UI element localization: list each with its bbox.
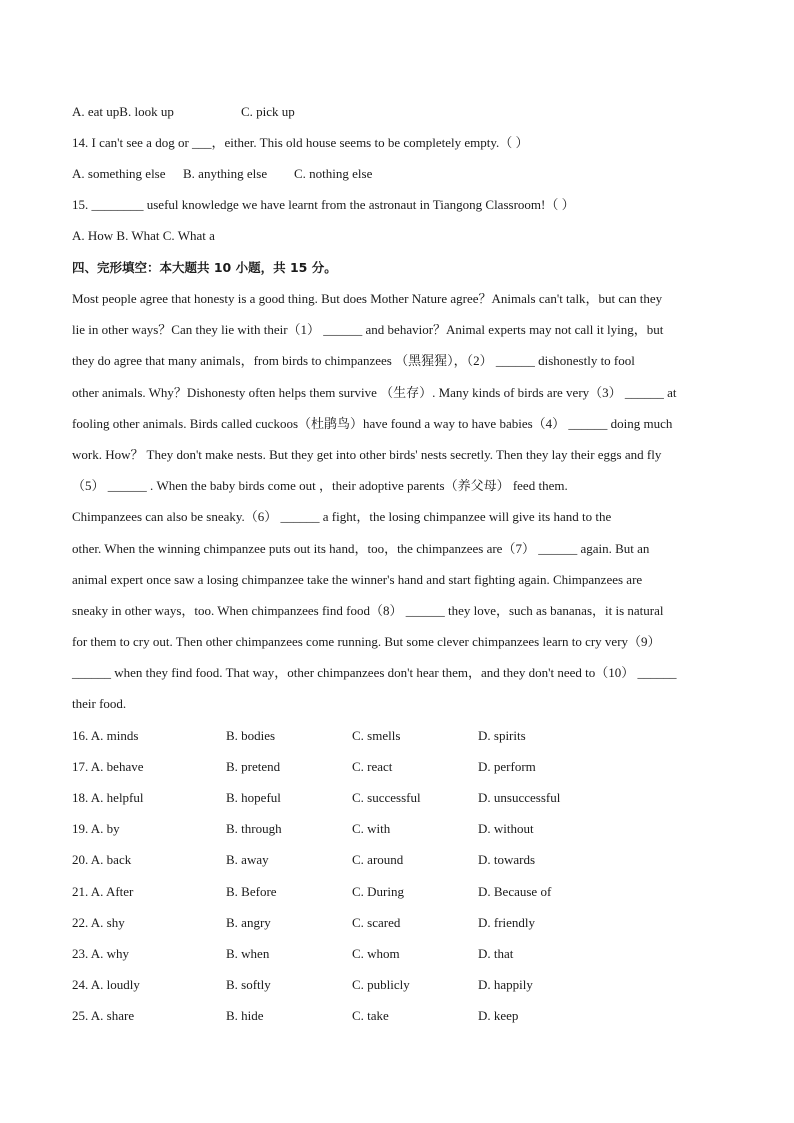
option-b: B. hopeful xyxy=(226,790,281,806)
question-number-option-a: 24. A. loudly xyxy=(72,976,140,992)
passage-line: other. When the winning chimpanzee puts out its hand，too，the chimpanzees are（7） ______ again. But an xyxy=(72,540,650,556)
question-number-option-a: 16. A. minds xyxy=(72,728,139,743)
option-d: D. keep xyxy=(478,1007,519,1023)
question-number-option-a: 17. A. behave xyxy=(72,759,144,775)
question-row xyxy=(72,758,722,776)
q14-option-a: A. something else xyxy=(72,166,166,181)
option-c: C. react xyxy=(352,759,393,775)
question-number-option-a: 20. A. back xyxy=(72,852,132,868)
question-number-option-a: 22. A. shy xyxy=(72,914,125,930)
question-number-option-a: 21. A. After xyxy=(72,883,134,899)
option-b: B. when xyxy=(226,945,270,961)
q13-option-ab: A. eat upB. look up xyxy=(72,104,174,119)
option-b: B. bodies xyxy=(226,728,276,743)
q14-option-b: B. anything else xyxy=(183,166,268,181)
option-d: D. spirits xyxy=(478,728,526,743)
passage-line: sneaky in other ways，too. When chimpanzees find food（8） ______ they love，such as bananas，it is natural xyxy=(72,602,664,618)
option-b: B. softly xyxy=(226,976,271,992)
option-d: D. perform xyxy=(478,759,536,775)
passage-line: other animals. Why？Dishonesty often helps them survive （生存）. Many kinds of birds are very（3） ______ at xyxy=(72,384,677,400)
q15-stem: 15. ________ useful knowledge we have learnt from the astronaut in Tiangong Classroom!（ ） xyxy=(72,197,575,212)
passage-line: their food. xyxy=(72,696,127,712)
option-d: D. without xyxy=(478,821,534,837)
option-b: B. Before xyxy=(226,883,277,899)
passage-line: animal expert once saw a losing chimpanzee take the winner's hand and start fighting again. Chimpanzees are xyxy=(72,571,643,587)
passage-line: work. How？ They don't make nests. But they get into other birds' nests secretly. Then they lay their eggs and fly xyxy=(72,446,662,462)
option-b: B. away xyxy=(226,852,269,868)
passage-line: they do agree that many animals，from birds to chimpanzees （黑猩猩），（2） ______ dishonestly to fool xyxy=(72,353,635,369)
passage-line: Chimpanzees can also be sneaky.（6） ______ a fight，the losing chimpanzee will give its hand to the xyxy=(72,509,612,525)
question-number-option-a: 19. A. by xyxy=(72,821,120,837)
question-row xyxy=(72,883,722,901)
option-d: D. towards xyxy=(478,852,536,868)
option-b: B. hide xyxy=(226,1007,264,1023)
question-number-option-a: 23. A. why xyxy=(72,945,130,961)
option-b: B. through xyxy=(226,821,282,837)
option-c: C. During xyxy=(352,883,404,899)
q15-options: A. How B. What C. What a xyxy=(72,228,215,243)
question-row xyxy=(72,945,722,963)
passage-line: （5） ______ . When the baby birds come out ，their adoptive parents（养父母） feed them. xyxy=(72,478,568,494)
option-c: C. successful xyxy=(352,790,421,806)
question-row xyxy=(72,1007,722,1025)
option-b: B. angry xyxy=(226,914,271,930)
q14-stem: 14. I can't see a dog or ___，either. This old house seems to be completely empty.（ ） xyxy=(72,135,529,150)
question-row xyxy=(72,820,722,838)
question-row xyxy=(72,789,722,807)
q13-option-c: C. pick up xyxy=(241,104,295,119)
passage-line: fooling other animals. Birds called cuckoos（杜鹃鸟）have found a way to have babies（4） ______ doing much xyxy=(72,415,673,431)
question-row xyxy=(72,976,722,994)
q14-option-c: C. nothing else xyxy=(294,166,373,181)
q14-options xyxy=(72,165,722,183)
passage-line: lie in other ways？Can they lie with their（1） ______ and behavior？Animal experts may not call it lying，but xyxy=(72,322,664,338)
question-row xyxy=(72,914,722,932)
option-b: B. pretend xyxy=(226,759,281,775)
cloze-passage xyxy=(72,283,722,720)
option-c: C. around xyxy=(352,852,404,868)
q13-options xyxy=(72,103,295,121)
passage-line: for them to cry out. Then other chimpanzees come running. But some clever chimpanzees learn to cry very（9） xyxy=(72,634,661,650)
question-number-option-a: 25. A. share xyxy=(72,1007,135,1023)
option-d: D. Because of xyxy=(478,883,552,899)
option-d: D. happily xyxy=(478,976,533,992)
option-d: D. unsuccessful xyxy=(478,790,561,806)
option-c: C. smells xyxy=(352,728,401,743)
passage-line: Most people agree that honesty is a good thing. But does Mother Nature agree？Animals can't talk，but can they xyxy=(72,291,663,306)
option-c: C. with xyxy=(352,821,391,837)
option-d: D. friendly xyxy=(478,914,536,930)
question-row xyxy=(72,851,722,869)
option-c: C. whom xyxy=(352,945,400,961)
option-d: D. that xyxy=(478,945,514,961)
passage-line: ______ when they find food. That way，other chimpanzees don't hear them，and they don't need to（10） ______ xyxy=(72,665,677,681)
section-heading: 四、完形填空：本大题共 10 小题，共 15 分。 xyxy=(72,260,337,275)
option-c: C. scared xyxy=(352,914,401,930)
question-number-option-a: 18. A. helpful xyxy=(72,790,144,806)
question-row xyxy=(72,727,722,745)
option-c: C. take xyxy=(352,1007,389,1023)
option-c: C. publicly xyxy=(352,976,410,992)
